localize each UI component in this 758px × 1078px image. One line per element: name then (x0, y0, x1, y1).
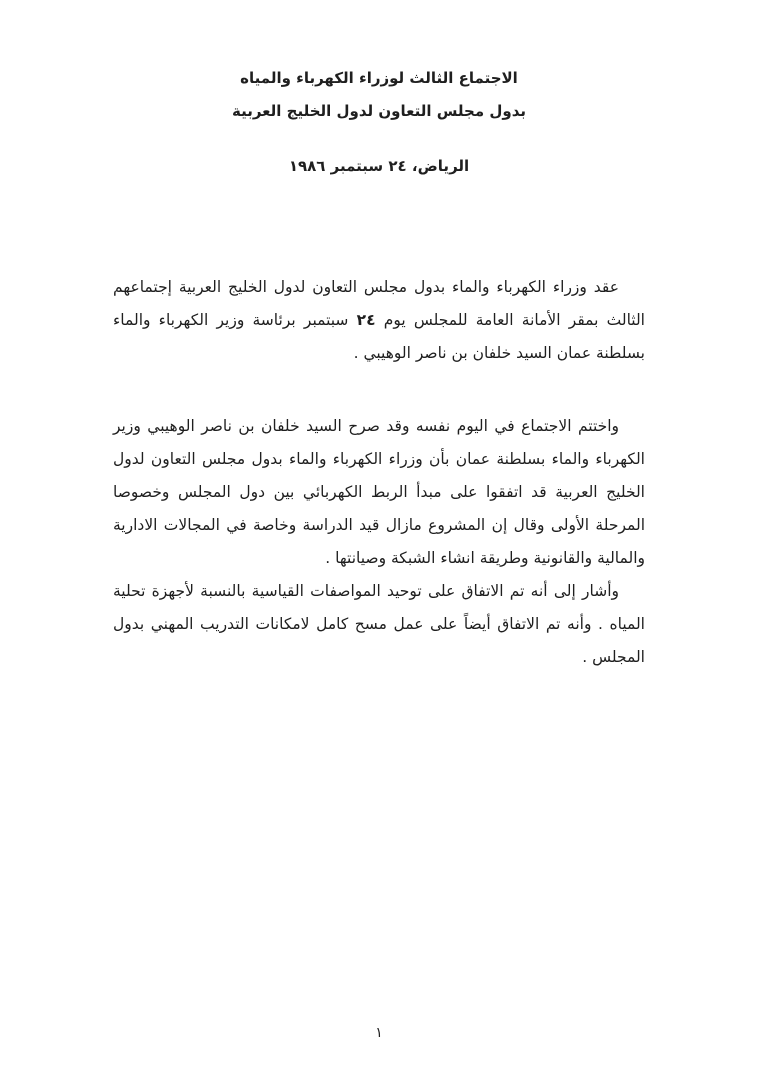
page-number: ١ (375, 1025, 383, 1041)
dateline: الرياض، ٢٤ سبتمبر ١٩٨٦ (288, 157, 470, 175)
text-line: عقد وزراء الكهرباء والماء بدول مجلس التعاون لدول الخليج العربية إجتماعهم (113, 278, 619, 296)
paragraph-1 (113, 271, 645, 370)
text-line: الخليج العربية قد اتفقوا على مبدأ الربط الكهربائي بين دول المجلس وخصوصا (113, 483, 645, 501)
paragraph-3 (113, 575, 645, 674)
text-segment: الثالث بمقر الأمانة العامة للمجلس يوم (375, 311, 645, 329)
title-line-1: الاجتماع الثالث لوزراء الكهرباء والمياه (240, 69, 518, 87)
text-line: المجلس . (582, 648, 645, 666)
text-segment: سبتمبر برئاسة وزير الكهرباء والماء (113, 311, 357, 329)
document-body (113, 271, 645, 674)
text-line: المياه . وأنه تم الاتفاق أيضاً على عمل مسح كامل لامكانات التدريب المهني بدول (113, 615, 645, 633)
meeting-day-number: ٢٤ (356, 311, 376, 329)
text-line (113, 304, 645, 337)
document-header (0, 62, 758, 177)
text-line: بسلطنة عمان السيد خلفان بن ناصر الوهيبي . (353, 344, 645, 362)
paragraph-2 (113, 410, 645, 575)
text-line: وأشار إلى أنه تم الاتفاق على توحيد المواصفات القياسية بالنسبة لأجهزة تحلية (113, 582, 619, 600)
text-line: الكهرباء والماء بسلطنة عمان بأن وزراء الكهرباء والماء بدول مجلس التعاون لدول (113, 450, 645, 468)
title-line-2: بدول مجلس التعاون لدول الخليج العربية (232, 102, 526, 120)
text-line: والمالية والقانونية وطريقة انشاء الشبكة وصيانتها . (325, 549, 645, 567)
text-line: المرحلة الأولى وقال إن المشروع مازال قيد الدراسة وخاصة في المجالات الادارية (113, 516, 645, 534)
text-line: واختتم الاجتماع في اليوم نفسه وقد صرح السيد خلفان بن ناصر الوهيبي وزير (113, 417, 619, 435)
